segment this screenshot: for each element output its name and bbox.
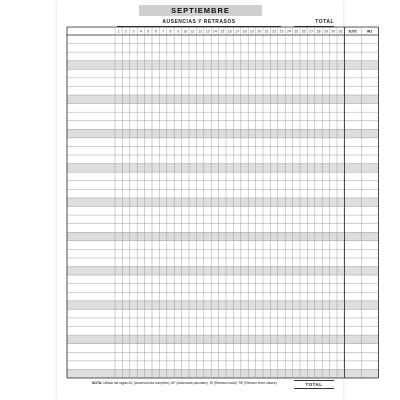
shaded-row	[67, 301, 378, 310]
day-number: 27	[309, 29, 314, 34]
day-number: 3	[132, 29, 135, 34]
shaded-row	[67, 232, 378, 241]
month-title: SEPTIEMBRE	[171, 6, 230, 15]
shaded-row	[67, 198, 378, 207]
day-number: 10	[183, 29, 188, 34]
day-number: 17	[235, 29, 240, 34]
day-number: 29	[323, 29, 328, 34]
shaded-row	[67, 164, 378, 173]
day-number: 20	[257, 29, 262, 34]
attendance-sheet	[57, 0, 374, 400]
note-text: Utilizar las siglas AC (Ausencia día completo), AP (Ausencias parciales), RI (Retraso inicial), RE (Retraso entre clases).	[103, 381, 278, 385]
section-title: AUSENCIAS Y RETRASOS	[117, 18, 281, 27]
day-number: 19	[249, 29, 254, 34]
day-number: 18	[242, 29, 247, 34]
attendance-grid	[57, 0, 374, 400]
shaded-row	[67, 129, 378, 138]
day-number: 30	[331, 29, 336, 34]
shaded-row	[67, 95, 378, 104]
day-number: 24	[286, 29, 291, 34]
day-number: 14	[212, 29, 217, 34]
total-column-header: INJ.	[366, 29, 374, 34]
legend-note	[92, 381, 292, 385]
day-number: 21	[264, 29, 269, 34]
day-number: 6	[154, 29, 157, 34]
day-number: 16	[227, 29, 232, 34]
day-number: 23	[279, 29, 284, 34]
day-number: 7	[162, 29, 165, 34]
total-column-header: JUST.	[348, 29, 358, 34]
shaded-row	[67, 61, 378, 70]
day-number: 31	[338, 29, 343, 34]
day-number: 12	[198, 29, 203, 34]
day-number: 8	[169, 29, 172, 34]
shaded-row	[67, 335, 378, 344]
total-footer: TOTAL	[294, 380, 334, 389]
day-number: 2	[125, 29, 128, 34]
day-number: 22	[272, 29, 277, 34]
total-header: TOTAL	[294, 18, 334, 27]
day-number: 5	[147, 29, 150, 34]
day-number: 28	[316, 29, 321, 34]
shaded-row	[67, 369, 378, 378]
day-number: 25	[294, 29, 299, 34]
day-number: 1	[117, 29, 120, 34]
day-number: 9	[176, 29, 179, 34]
day-number: 15	[220, 29, 225, 34]
day-number: 4	[139, 29, 142, 34]
note-label: NOTA:	[92, 381, 103, 385]
day-number: 11	[190, 29, 195, 34]
day-number: 13	[205, 29, 210, 34]
day-number: 26	[301, 29, 306, 34]
shaded-row	[67, 267, 378, 276]
